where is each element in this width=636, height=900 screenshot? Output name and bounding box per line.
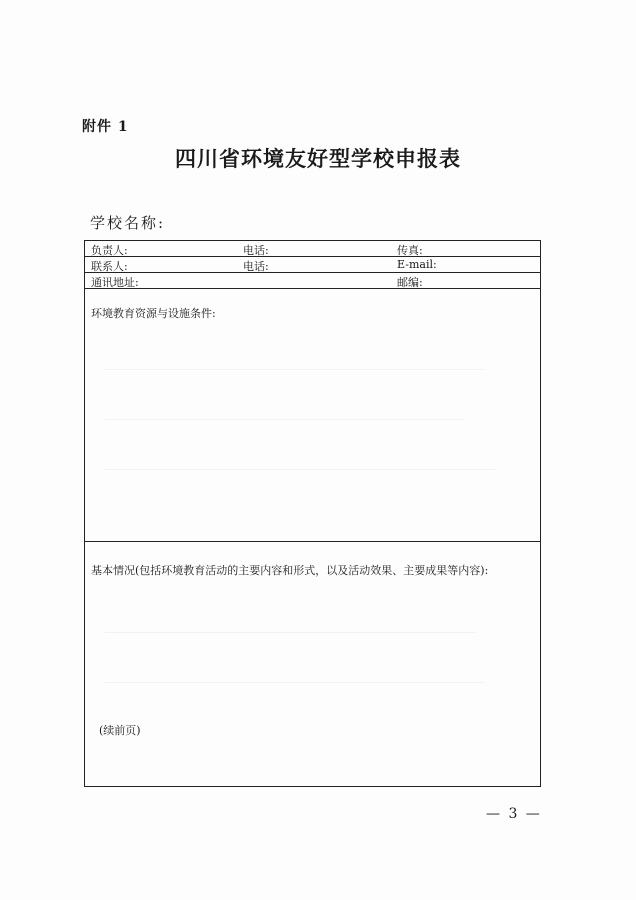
- attachment-label: 附件 1: [82, 119, 129, 135]
- continued-label: (续前页): [99, 724, 141, 737]
- contact-person-field: 负责人:: [91, 244, 128, 257]
- page-number: — 3 —: [486, 806, 542, 822]
- basic-info-section: [85, 542, 540, 786]
- show-through-line: [105, 632, 475, 633]
- resources-label: 环境教育资源与设施条件:: [91, 307, 216, 320]
- show-through-line: [105, 682, 485, 683]
- application-form-table: [84, 240, 541, 787]
- form-row-liaison: [85, 257, 540, 273]
- email-field: E-mail:: [397, 258, 437, 271]
- form-row-contact: [85, 241, 540, 257]
- show-through-line: [105, 469, 495, 470]
- school-name-label: 学校名称:: [90, 214, 166, 232]
- liaison-field: 联系人:: [91, 260, 128, 273]
- show-through-line: [105, 419, 465, 420]
- basic-info-label: 基本情况(包括环境教育活动的主要内容和形式，以及活动效果、主要成果等内容):: [91, 564, 489, 577]
- fax-field: 传真:: [397, 244, 423, 257]
- resources-section: [85, 289, 540, 542]
- document-title: 四川省环境友好型学校申报表: [175, 146, 461, 171]
- liaison-phone-field: 电话:: [243, 260, 269, 273]
- address-field: 通讯地址:: [91, 276, 139, 289]
- postcode-field: 邮编:: [397, 276, 423, 289]
- show-through-line: [105, 369, 485, 370]
- form-row-address: [85, 273, 540, 289]
- contact-phone-field: 电话:: [243, 244, 269, 257]
